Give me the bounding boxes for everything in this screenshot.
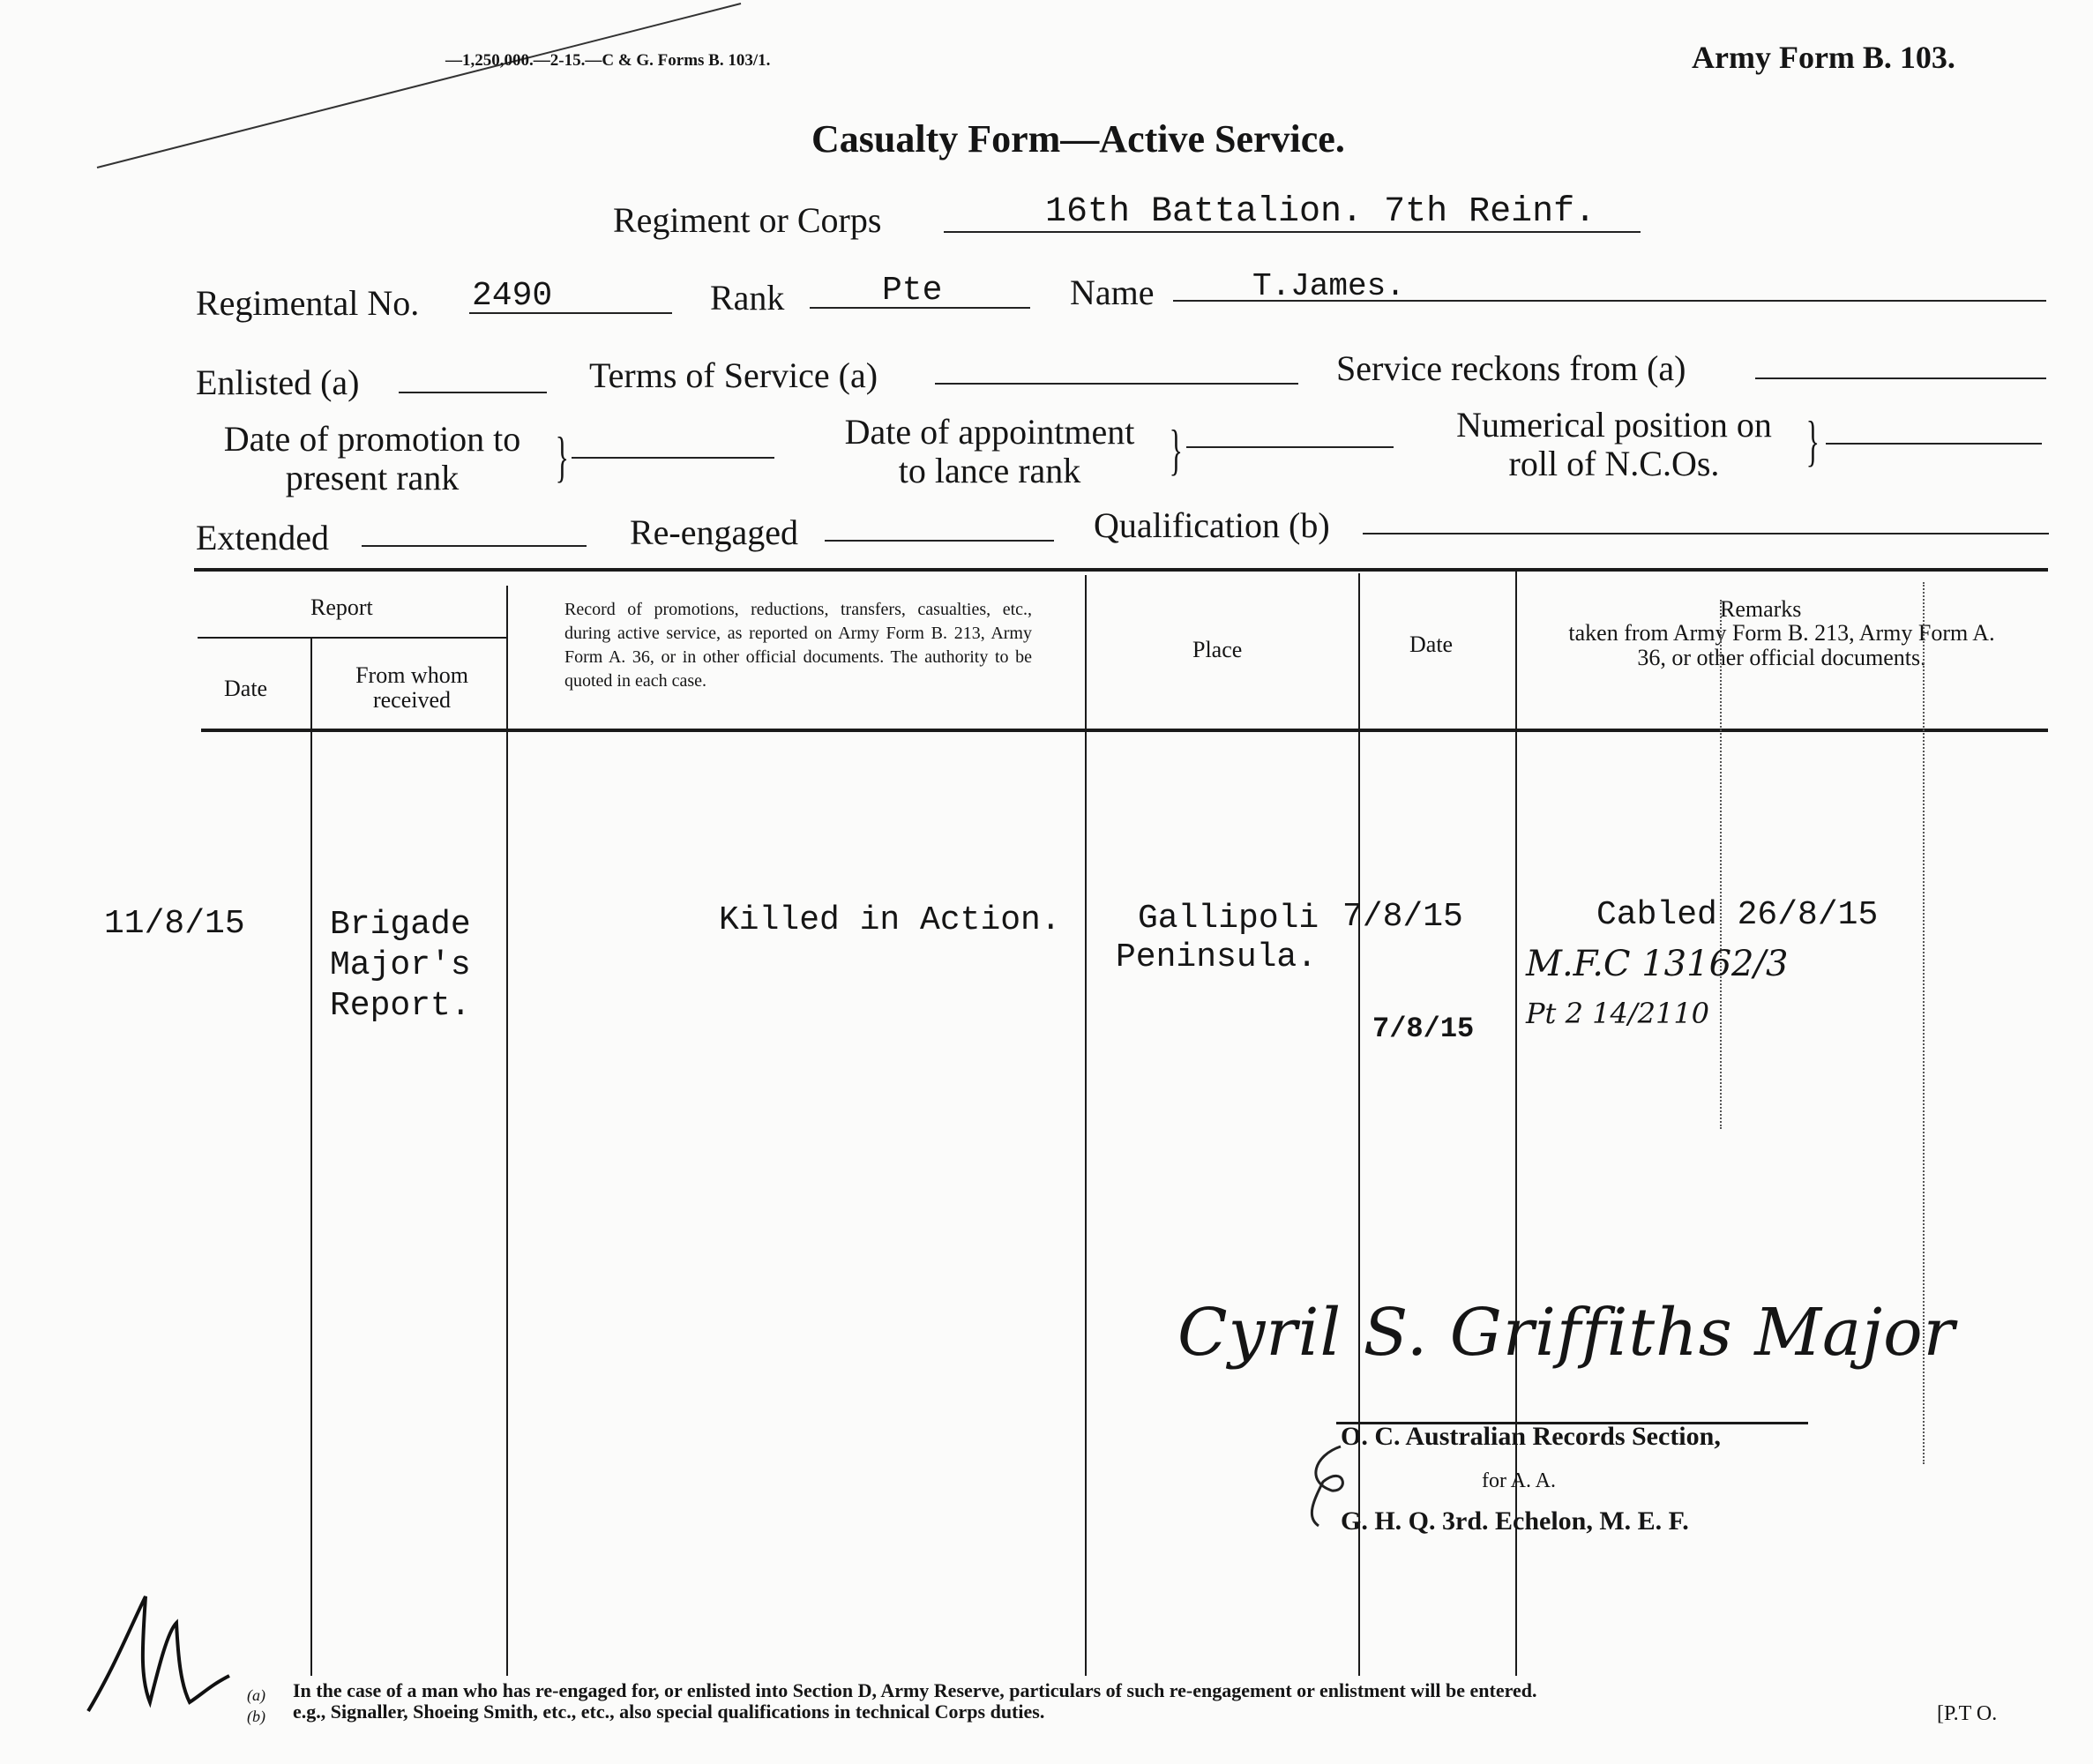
stamp-line-1: O. C. Australian Records Section, bbox=[1341, 1422, 1721, 1451]
table-header-rule bbox=[201, 729, 2048, 732]
enlisted-label: Enlisted (a) bbox=[196, 363, 360, 402]
table-top-rule bbox=[194, 568, 2048, 572]
footnote-a: In the case of a man who has re-engaged for, or enlisted into Section D, Army Reserve, particulars of such re-engagement or enlistment will be entered. bbox=[293, 1679, 1537, 1701]
footnote-b-mark: (b) bbox=[247, 1708, 265, 1725]
service-reckons-line bbox=[1755, 377, 2046, 379]
appointment-label bbox=[813, 413, 1166, 490]
qualification-line bbox=[1363, 533, 2049, 534]
entry-place-2: Peninsula. bbox=[1116, 938, 1318, 976]
regimental-no-label: Regimental No. bbox=[196, 283, 420, 323]
print-info: —1,250,000.—2-15.—C & G. Forms B. 103/1. bbox=[445, 51, 771, 70]
name-value: T.James. bbox=[1252, 268, 1405, 304]
header-remarks-body: taken from Army Form B. 213, Army Form A. 36, or other official documents. bbox=[1568, 620, 1995, 670]
numerical-label-line1: Numerical position on bbox=[1456, 405, 1772, 445]
promotion-label-line2: present rank bbox=[285, 458, 460, 497]
footnote-b: e.g., Signaller, Shoeing Smith, etc., etc., also special qualifications in technical Corps duties. bbox=[293, 1700, 1045, 1723]
entry-from-whom bbox=[330, 905, 471, 1027]
col-divider-1 bbox=[310, 639, 312, 1676]
numerical-brace: } bbox=[1805, 409, 1820, 472]
form-title: Casualty Form—Active Service. bbox=[811, 117, 1345, 161]
name-label: Name bbox=[1070, 273, 1155, 312]
reengaged-line bbox=[825, 540, 1054, 542]
stamp-line-3: G. H. Q. 3rd. Echelon, M. E. F. bbox=[1341, 1506, 1689, 1536]
header-from-whom: From whom received bbox=[355, 662, 468, 713]
promotion-label-line1: Date of promotion to bbox=[223, 419, 521, 459]
col-divider-2 bbox=[506, 586, 508, 1676]
appointment-line bbox=[1186, 446, 1394, 448]
appointment-brace: } bbox=[1169, 418, 1184, 481]
entry-ref-handwritten-2: Pt 2 14/2110 bbox=[1526, 997, 1710, 1030]
terms-label: Terms of Service (a) bbox=[589, 355, 878, 395]
entry-ref-handwritten-1: M.F.C 13162/3 bbox=[1526, 944, 1789, 984]
remarks-dotted-guide-1 bbox=[1720, 600, 1722, 1129]
header-place: Place bbox=[1192, 637, 1243, 662]
scan-stroke-mark bbox=[0, 0, 794, 176]
regiment-value: 16th Battalion. 7th Reinf. bbox=[1045, 192, 1596, 232]
numerical-label bbox=[1429, 406, 1799, 483]
header-date-2: Date bbox=[1409, 632, 1454, 657]
pto-note: [P.T O. bbox=[1937, 1702, 1998, 1725]
entry-from-whom-line2: Major's bbox=[330, 946, 471, 984]
promotion-brace: } bbox=[555, 425, 570, 488]
reengaged-label: Re-engaged bbox=[630, 512, 799, 552]
entry-date: 7/8/15 bbox=[1342, 898, 1463, 936]
extended-line bbox=[362, 545, 587, 547]
qualification-label: Qualification (b) bbox=[1094, 505, 1330, 545]
header-remarks-title: Remarks bbox=[1720, 596, 1802, 622]
stamp-initial-mark bbox=[1297, 1438, 1358, 1535]
entry-place-1: Gallipoli bbox=[1138, 900, 1319, 938]
numerical-line bbox=[1826, 443, 2042, 445]
appointment-label-line1: Date of appointment bbox=[844, 412, 1135, 452]
entry-date-stamp: 7/8/15 bbox=[1372, 1013, 1475, 1045]
margin-initials-mark bbox=[79, 1570, 238, 1729]
header-record: Record of promotions, reductions, transfers, casualties, etc., during active service, as reported on Army Form B. 213, Army Form A. 36, or in other official documents. The authority to be quoted in each case. bbox=[564, 600, 1032, 691]
rank-value: Pte bbox=[882, 272, 943, 310]
signature: Cyril S. Griffiths Major bbox=[1177, 1295, 1956, 1371]
promotion-line bbox=[572, 457, 774, 459]
terms-line bbox=[935, 383, 1298, 385]
numerical-label-line2: roll of N.C.Os. bbox=[1508, 444, 1720, 483]
col-divider-3 bbox=[1085, 575, 1087, 1676]
report-subheader-rule bbox=[198, 637, 506, 639]
promotion-label bbox=[196, 420, 549, 497]
header-report: Report bbox=[310, 594, 373, 620]
entry-report-date: 11/8/15 bbox=[104, 905, 245, 943]
entry-from-whom-line1: Brigade bbox=[330, 906, 471, 944]
rank-label: Rank bbox=[710, 278, 785, 318]
regimental-no-value: 2490 bbox=[472, 277, 553, 315]
form-number: Army Form B. 103. bbox=[1692, 40, 1955, 75]
appointment-label-line2: to lance rank bbox=[898, 451, 1081, 490]
footnote-a-mark: (a) bbox=[247, 1686, 265, 1704]
entry-record: Killed in Action. bbox=[719, 901, 1061, 939]
enlisted-line bbox=[399, 392, 547, 393]
extended-label: Extended bbox=[196, 518, 330, 557]
header-date: Date bbox=[224, 676, 268, 701]
entry-from-whom-line3: Report. bbox=[330, 987, 471, 1025]
regiment-label: Regiment or Corps bbox=[613, 200, 882, 240]
stamp-line-2: for A. A. bbox=[1482, 1469, 1556, 1492]
service-reckons-label: Service reckons from (a) bbox=[1336, 348, 1686, 388]
entry-remarks: Cabled 26/8/15 bbox=[1596, 896, 1879, 934]
